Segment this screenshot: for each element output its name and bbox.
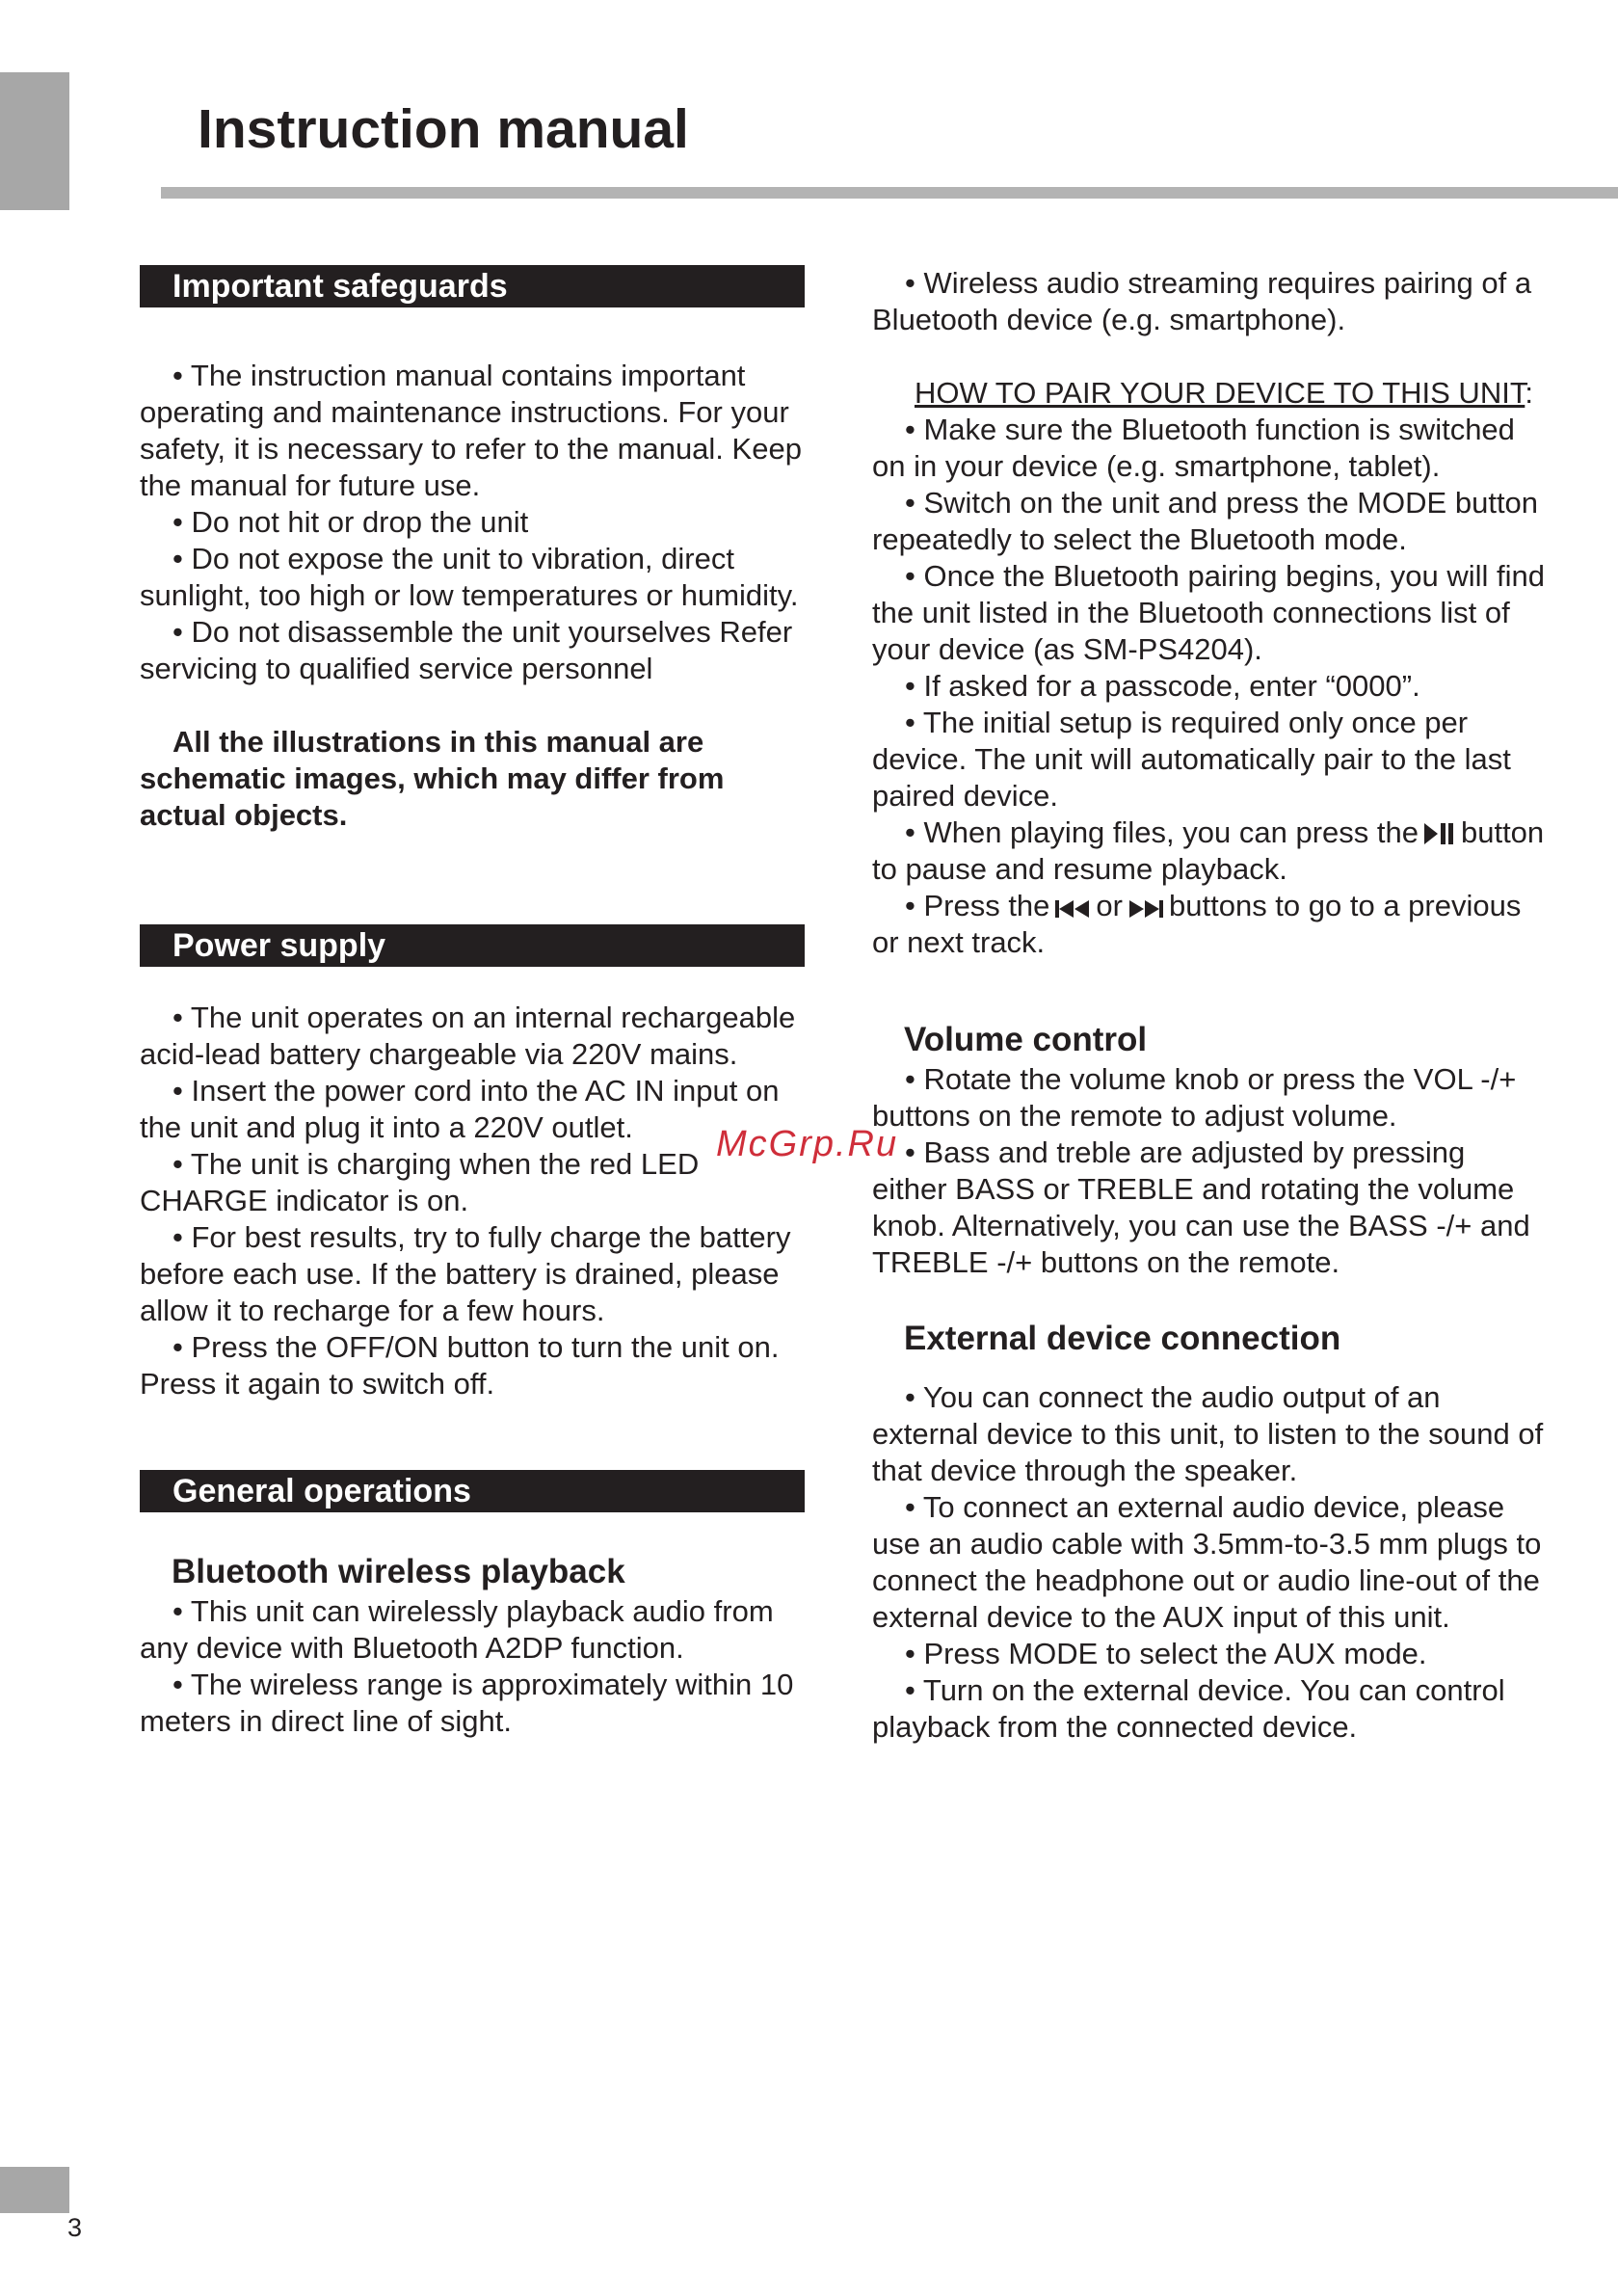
title-underline-rule (161, 187, 1618, 199)
safeguard-item: • The instruction manual contains important operating and maintenance instructions. For your safety, it is necessary to refer to the manual. Keep the manual for future use. (140, 359, 802, 502)
bluetooth-item: • This unit can wirelessly playback audio from any device with Bluetooth A2DP function. (140, 1594, 774, 1665)
page-edge-tab (0, 72, 69, 210)
bluetooth-pairing-intro: • Wireless audio streaming requires pairing of a Bluetooth device (e.g. smartphone). (872, 266, 1532, 336)
external-item: • Turn on the external device. You can control playback from the connected device. (872, 1673, 1505, 1744)
power-item: • For best results, try to fully charge the battery before each use. If the battery is drained, please allow it to recharge for a few hours. (140, 1220, 791, 1327)
section-heading-general-operations: General operations (140, 1470, 805, 1512)
page-title: Instruction manual (198, 98, 689, 160)
power-item: • The unit operates on an internal rechargeable acid-lead battery chargeable via 220V mains. (140, 1001, 796, 1071)
skip-text-before: • Press the (905, 889, 1050, 922)
external-item: • You can connect the audio output of an external device to this unit, to listen to the sound of that device through the speaker. (872, 1380, 1544, 1487)
sub-heading-external-device: External device connection (904, 1320, 1341, 1357)
skip-text-middle: or (1096, 889, 1123, 922)
power-item: • Insert the power cord into the AC IN input on the unit and plug it into a 220V outlet. (140, 1074, 780, 1144)
play-pause-instruction (872, 814, 1547, 888)
pairing-step: • Switch on the unit and press the MODE button repeatedly to select the Bluetooth mode. (872, 486, 1539, 556)
section-heading-important-safeguards: Important safeguards (140, 265, 805, 307)
sub-heading-bluetooth-playback: Bluetooth wireless playback (172, 1553, 625, 1590)
pairing-heading-colon: : (1525, 376, 1533, 410)
volume-item: • Bass and treble are adjusted by pressing either BASS or TREBLE and rotating the volume knob. Alternatively, you can use the BASS -/+ and TREBLE -/+ buttons on the remote. (872, 1135, 1530, 1279)
safeguard-item: • Do not disassemble the unit yourselves Refer servicing to qualified service personnel (140, 615, 793, 685)
left-column (140, 265, 805, 1740)
play-pause-text-after: button to pause and resume playback. (872, 815, 1545, 886)
right-column (872, 265, 1547, 1746)
sub-heading-volume-control: Volume control (904, 1021, 1148, 1058)
previous-track-icon (1053, 898, 1092, 920)
external-item: • Press MODE to select the AUX mode. (905, 1637, 1427, 1670)
volume-item: • Rotate the volume knob or press the VOL -/+ buttons on the remote to adjust volume. (872, 1062, 1517, 1133)
page-edge-tab-bottom (0, 2167, 69, 2213)
pairing-step: • Once the Bluetooth pairing begins, you will find the unit listed in the Bluetooth connections list of your device (as SM-PS4204). (872, 559, 1545, 666)
skip-instruction (872, 888, 1547, 961)
external-item: • To connect an external audio device, please use an audio cable with 3.5mm-to-3.5 mm plugs to connect the headphone out or audio line-out of the external device to the AUX input of this unit. (872, 1490, 1542, 1634)
pairing-heading-text: HOW TO PAIR YOUR DEVICE TO THIS UNIT (915, 376, 1525, 410)
play-pause-icon (1422, 821, 1457, 846)
section-heading-power-supply: Power supply (140, 924, 805, 967)
illustrations-note: All the illustrations in this manual are schematic images, which may differ from actual objects. (140, 725, 725, 832)
pairing-step: • The initial setup is required only once per device. The unit will automatically pair to the last paired device. (872, 706, 1511, 813)
pairing-step: • If asked for a passcode, enter “0000”. (905, 669, 1420, 703)
pairing-heading (872, 375, 1547, 412)
bluetooth-item: • The wireless range is approximately within 10 meters in direct line of sight. (140, 1668, 794, 1738)
safeguard-item: • Do not hit or drop the unit (172, 505, 529, 539)
watermark: McGrp.Ru (716, 1124, 899, 1164)
pairing-step: • Make sure the Bluetooth function is switched on in your device (e.g. smartphone, tablet). (872, 413, 1515, 483)
play-pause-text-before: • When playing files, you can press the (905, 815, 1419, 849)
safeguard-item: • Do not expose the unit to vibration, direct sunlight, too high or low temperatures or humidity. (140, 542, 799, 612)
page-number: 3 (67, 2213, 83, 2242)
power-item: • The unit is charging when the red LED CHARGE indicator is on. (140, 1147, 700, 1217)
power-item: • Press the OFF/ON button to turn the unit on. Press it again to switch off. (140, 1330, 780, 1401)
skip-text-after: buttons to go to a previous or next track. (872, 889, 1522, 959)
next-track-icon (1127, 898, 1165, 920)
